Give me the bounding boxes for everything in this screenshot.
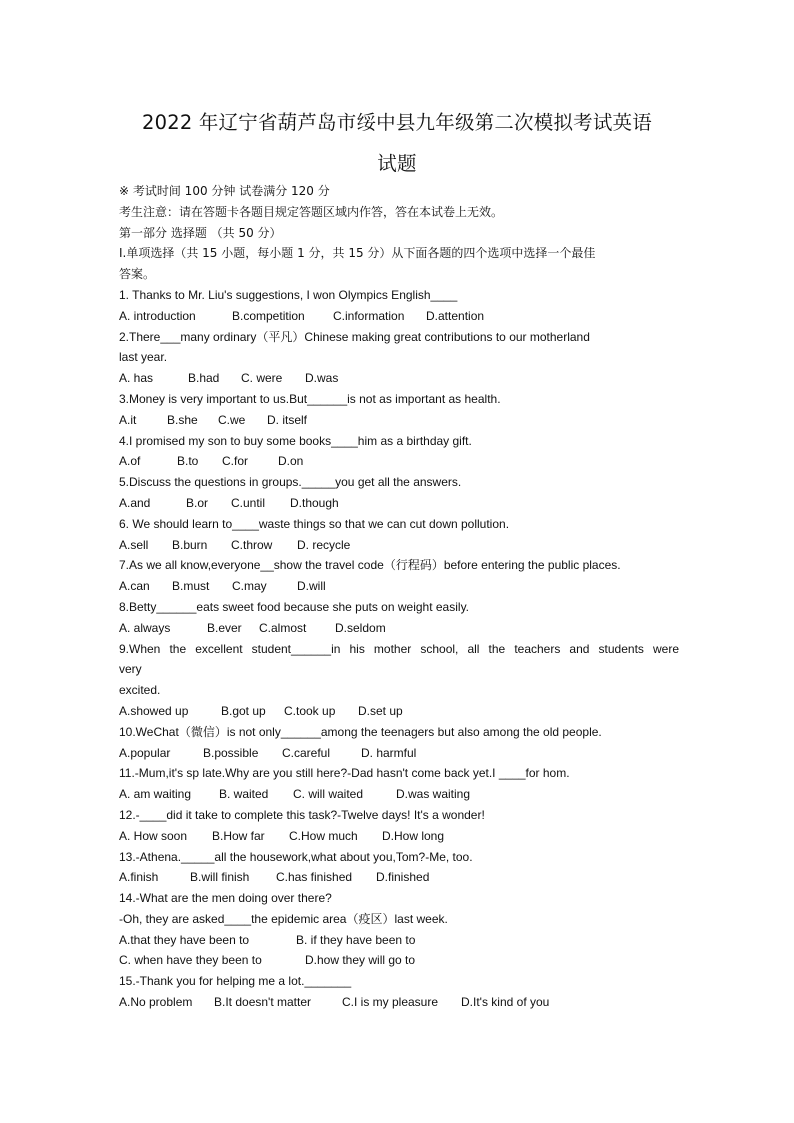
option-a: A.showed up <box>119 703 189 718</box>
option-a: A.that they have been to <box>119 932 250 947</box>
option-b: B.It doesn't matter <box>214 995 312 1010</box>
question-3-stem: 3.Money is very important to us.But______is not as important as health. <box>119 391 501 406</box>
question-15-stem: 15.-Thank you for helping me a lot._______ <box>119 974 352 989</box>
option-a: A. am waiting <box>119 787 192 802</box>
option-d: D.How long <box>382 828 445 843</box>
exam-time-info: ※ 考试时间 100 分钟 试卷满分 120 分 <box>119 184 330 198</box>
option-b: B.she <box>167 412 198 427</box>
question-13-options <box>119 867 679 888</box>
option-a: A. How soon <box>119 828 188 843</box>
question-14-options-row2 <box>119 950 679 971</box>
option-a: A.No problem <box>119 995 193 1010</box>
option-c: C.has finished <box>276 870 353 885</box>
option-a: A. introduction <box>119 308 196 323</box>
option-c: C.we <box>218 412 246 427</box>
question-9-stem-cont2: excited. <box>119 683 161 698</box>
question-13-stem: 13.-Athena._____all the housework,what about you,Tom?-Me, too. <box>119 849 473 864</box>
question-5-stem: 5.Discuss the questions in groups._____you get all the answers. <box>119 475 462 490</box>
option-c: C.for <box>222 454 249 469</box>
option-b: B.will finish <box>190 870 250 885</box>
option-c: C.throw <box>231 537 273 552</box>
option-d: D.though <box>290 495 339 510</box>
question-14-stem-cont: -Oh, they are asked____the epidemic area（疫区）last week. <box>119 911 448 926</box>
option-b: B.must <box>172 579 210 594</box>
question-7-options <box>119 576 679 597</box>
exam-title-line1: 2022 年辽宁省葫芦岛市绥中县九年级第二次模拟考试英语 <box>142 111 652 134</box>
option-b: B. if they have been to <box>296 932 416 947</box>
option-b: B.How far <box>212 828 265 843</box>
question-7-stem: 7.As we all know,everyone__show the travel code（行程码）before entering the public places. <box>119 558 621 573</box>
question-2-options <box>119 368 679 389</box>
option-b: B.to <box>177 454 199 469</box>
option-b: B.got up <box>221 703 266 718</box>
question-8-options <box>119 618 679 639</box>
option-d: D. recycle <box>297 537 351 552</box>
question-5-options <box>119 493 679 514</box>
question-12-options <box>119 826 679 847</box>
option-d: D.on <box>278 454 304 469</box>
question-14-stem: 14.-What are the men doing over there? <box>119 891 332 906</box>
question-8-stem: 8.Betty______eats sweet food because she puts on weight easily. <box>119 599 470 614</box>
question-14-options-row1 <box>119 930 679 951</box>
option-b: B.had <box>188 371 220 386</box>
question-15-options <box>119 992 679 1013</box>
option-b: B.burn <box>172 537 208 552</box>
option-a: A.sell <box>119 537 149 552</box>
exam-body <box>119 181 679 1013</box>
option-c: C.careful <box>282 745 331 760</box>
question-10-options <box>119 743 679 764</box>
option-a: A.finish <box>119 870 159 885</box>
option-d: D.was waiting <box>396 787 471 802</box>
option-c: C.took up <box>284 703 336 718</box>
question-6-stem: 6. We should learn to____waste things so that we can cut down pollution. <box>119 516 510 531</box>
option-c: C.almost <box>259 620 307 635</box>
part-heading: 第一部分 选择题 （共 50 分） <box>119 225 282 240</box>
question-4-stem: 4.I promised my son to buy some books____him as a birthday gift. <box>119 433 472 448</box>
exam-notice: 考生注意：请在答题卡各题目规定答题区域内作答，答在本试卷上无效。 <box>119 204 504 219</box>
option-a: A. has <box>119 371 154 386</box>
option-a: A.and <box>119 495 151 510</box>
option-a: A.can <box>119 579 150 594</box>
option-c: C. will waited <box>293 787 364 802</box>
question-11-options <box>119 784 679 805</box>
question-10-stem: 10.WeChat（微信）is not only______among the teenagers but also among the old people. <box>119 724 602 739</box>
option-d: D.will <box>297 579 326 594</box>
question-6-options <box>119 535 679 556</box>
option-d: D.finished <box>376 870 430 885</box>
question-4-options <box>119 451 679 472</box>
option-c: C.I is my pleasure <box>342 995 439 1010</box>
option-d: D.attention <box>426 308 485 323</box>
option-a: A.it <box>119 412 137 427</box>
option-a: A. always <box>119 620 171 635</box>
option-d: D.was <box>305 371 339 386</box>
section-heading-line2: 答案。 <box>119 267 156 282</box>
option-b: B.competition <box>232 308 305 323</box>
option-a: A.popular <box>119 745 171 760</box>
option-b: B.or <box>186 495 209 510</box>
option-d: D. itself <box>267 412 308 427</box>
option-a: A.of <box>119 454 141 469</box>
option-b: B.ever <box>207 620 242 635</box>
option-d: D. harmful <box>361 745 417 760</box>
option-b: B.possible <box>203 745 259 760</box>
option-c: C.may <box>232 579 267 594</box>
option-c: C.information <box>333 308 405 323</box>
option-c: C.until <box>231 495 266 510</box>
option-c: C. when have they been to <box>119 953 262 968</box>
exam-title-line2: 试题 <box>377 152 417 175</box>
option-b: B. waited <box>219 787 269 802</box>
question-9-options <box>119 701 679 722</box>
option-d: D.set up <box>358 703 403 718</box>
question-3-options <box>119 410 679 431</box>
option-d: D.It's kind of you <box>461 995 550 1010</box>
option-c: C. were <box>241 371 283 386</box>
question-2-stem-cont: last year. <box>119 350 168 365</box>
question-9-stem: 9.When the excellent student______in his mother school, all the teachers and students were <box>119 641 679 656</box>
question-9-stem-cont: very <box>119 662 142 677</box>
question-2-stem: 2.There___many ordinary（平凡）Chinese making great contributions to our motherland <box>119 329 590 344</box>
question-1-options <box>119 306 679 327</box>
option-c: C.How much <box>289 828 358 843</box>
question-11-stem: 11.-Mum,it's sp late.Why are you still here?-Dad hasn't come back yet.I ____for hom. <box>119 766 570 781</box>
question-1-stem: 1. Thanks to Mr. Liu's suggestions, I won Olympics English____ <box>119 287 458 302</box>
option-d: D.how they will go to <box>305 953 416 968</box>
section-heading-line1: Ⅰ.单项选择（共 15 小题，每小题 1 分，共 15 分）从下面各题的四个选项中选择一个最佳 <box>119 246 596 261</box>
option-d: D.seldom <box>335 620 386 635</box>
question-12-stem: 12.-____did it take to complete this task?-Twelve days! It's a wonder! <box>119 807 485 822</box>
